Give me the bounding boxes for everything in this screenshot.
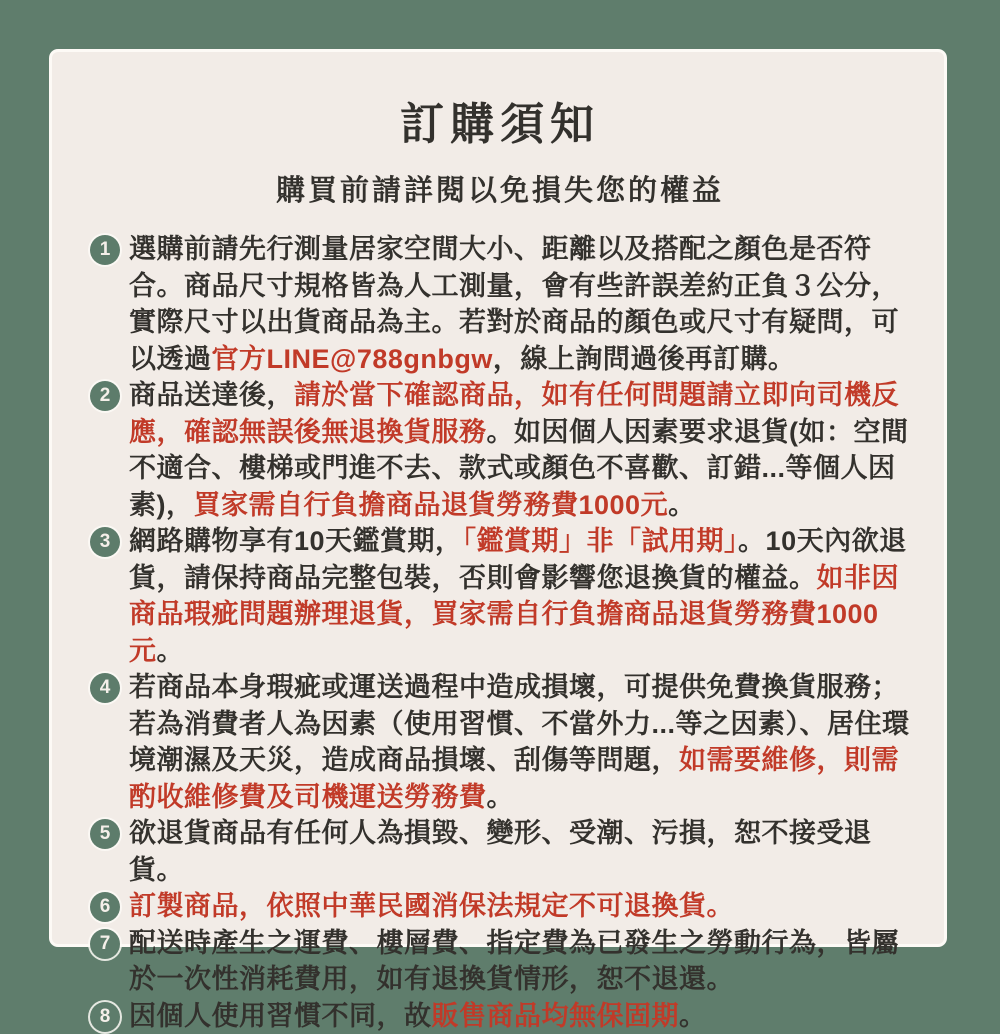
item-text <box>129 888 910 925</box>
body-text: 。 <box>487 782 515 812</box>
notice-item <box>90 523 910 669</box>
item-number-badge: 3 <box>90 527 120 557</box>
highlight-text: 請於當下確認商品，如有任何問題請立即向司機反應，確認無誤後無退換貨服務 <box>129 380 899 447</box>
notice-item <box>90 925 910 998</box>
notice-title: 訂購須知 <box>90 88 910 152</box>
highlight-text: 訂製商品，依照中華民國消保法規定不可退換貨。 <box>129 891 734 921</box>
body-text: 因個人使用習慣不同，故 <box>129 1001 432 1031</box>
body-text: 欲退貨商品有任何人為損毀、變形、受潮、污損，恕不接受退貨。 <box>129 818 872 885</box>
item-text <box>129 815 910 888</box>
body-text: 。如因個人因素要求退貨(如：空間不適合、樓梯或門進不去、款式或顏色不喜歡、訂錯...等個人因素)， <box>129 417 909 520</box>
item-text <box>129 523 910 669</box>
item-text <box>129 377 910 523</box>
body-text: 選購前請先行測量居家空間大小、距離以及搭配之顏色是否符合。商品尺寸規格皆為人工測量，會有些許誤差約正負３公分，實際尺寸以出貨商品為主。若對於商品的顏色或尺寸有疑問，可以透過 <box>129 234 899 374</box>
body-text: 。 <box>157 636 185 666</box>
body-text: 商品送達後， <box>129 380 294 410</box>
item-number-badge: 8 <box>90 1002 120 1032</box>
body-text: 配送時產生之運費、樓層費、指定費為已發生之勞動行為，皆屬於一次性消耗費用，如有退換貨情形，恕不退還。 <box>129 928 899 995</box>
item-number-badge: 7 <box>90 929 120 959</box>
body-text: 網路購物享有10天鑑賞期， <box>129 526 463 556</box>
notice-item <box>90 669 910 815</box>
highlight-text: 買家需自行負擔商品退貨勞務費1000元 <box>194 490 669 520</box>
body-text: ，線上詢問過後再訂購。 <box>493 344 796 374</box>
highlight-text: 「鑑賞期」非「試用期」 <box>463 526 739 556</box>
highlight-text: 如需要維修，則需酌收維修費及司機運送勞務費 <box>129 745 899 812</box>
item-number-badge: 4 <box>90 673 120 703</box>
notice-item <box>90 888 910 925</box>
item-text <box>129 925 910 998</box>
highlight-text: 販售商品均無保固期 <box>432 1001 680 1031</box>
item-text <box>129 669 910 815</box>
body-text: 。 <box>668 490 696 520</box>
notice-item <box>90 815 910 888</box>
item-number-badge: 6 <box>90 892 120 922</box>
notice-list <box>90 231 910 1034</box>
notice-card <box>52 52 944 944</box>
notice-item <box>90 377 910 523</box>
highlight-text: 如非因商品瑕疵問題辦理退貨，買家需自行負擔商品退貨勞務費1000元 <box>129 563 899 666</box>
body-text: 。 <box>679 1001 707 1031</box>
highlight-text: 官方LINE@788gnbgw <box>212 344 493 374</box>
item-text <box>129 231 910 377</box>
notice-item <box>90 998 910 1034</box>
body-text: 。10天內欲退貨，請保持商品完整包裝，否則會影響您退換貨的權益。 <box>129 526 907 593</box>
notice-subtitle: 購買前請詳閱以免損失您的權益 <box>90 168 910 209</box>
item-text <box>129 998 910 1034</box>
notice-item <box>90 231 910 377</box>
item-number-badge: 5 <box>90 819 120 849</box>
item-number-badge: 2 <box>90 381 120 411</box>
body-text: 若商品本身瑕疵或運送過程中造成損壞，可提供免費換貨服務；若為消費者人為因素（使用習慣、不當外力...等之因素）、居住環境潮濕及天災，造成商品損壞、刮傷等問題， <box>129 672 910 775</box>
item-number-badge: 1 <box>90 235 120 265</box>
